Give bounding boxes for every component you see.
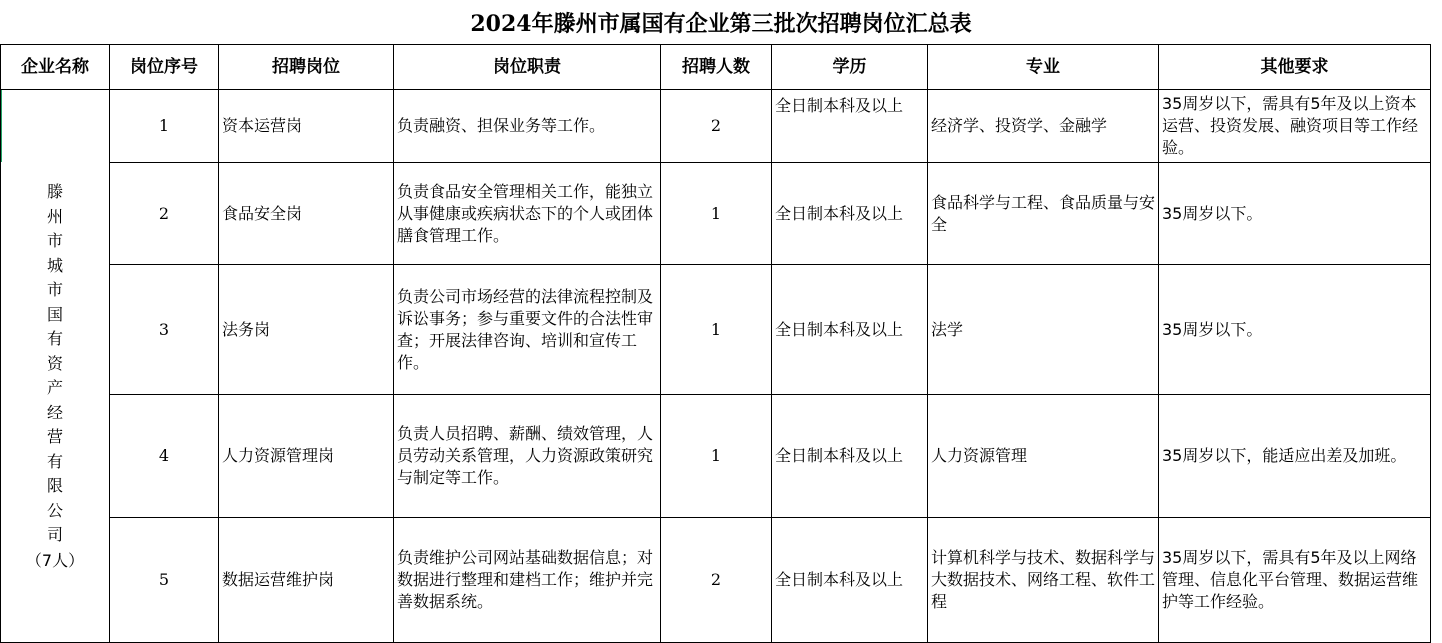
- major-cell[interactable]: 食品科学与工程、食品质量与安全: [928, 163, 1159, 265]
- other-cell[interactable]: 35周岁以下，能适应出差及加班。: [1159, 395, 1431, 518]
- other-cell[interactable]: 35周岁以下，需具有5年及以上网络管理、信息化平台管理、数据运营维护等工作经验。: [1159, 518, 1431, 643]
- header-company[interactable]: 企业名称: [1, 45, 110, 90]
- major-cell[interactable]: 经济学、投资学、金融学: [928, 90, 1159, 163]
- education-cell[interactable]: 全日制本科及以上: [772, 265, 928, 395]
- other-cell[interactable]: 35周岁以下，需具有5年及以上资本运营、投资发展、融资项目等工作经验。: [1159, 90, 1431, 163]
- position-cell[interactable]: 人力资源管理岗: [219, 395, 394, 518]
- seq-cell[interactable]: 5: [110, 518, 219, 643]
- duty-cell[interactable]: 负责公司市场经营的法律流程控制及诉讼事务；参与重要文件的合法性审查；开展法律咨询、培训和宣传工作。: [394, 265, 661, 395]
- header-other[interactable]: 其他要求: [1159, 45, 1431, 90]
- count-cell[interactable]: 1: [661, 265, 772, 395]
- header-row: [1, 45, 1431, 90]
- header-major[interactable]: 专业: [928, 45, 1159, 90]
- seq-cell[interactable]: 4: [110, 395, 219, 518]
- position-cell[interactable]: 数据运营维护岗: [219, 518, 394, 643]
- sheet-title: 2024年滕州市属国有企业第三批次招聘岗位汇总表: [470, 10, 972, 37]
- duty-cell[interactable]: 负责维护公司网站基础数据信息；对数据进行整理和建档工作；维护并完善数据系统。: [394, 518, 661, 643]
- position-cell[interactable]: 法务岗: [219, 265, 394, 395]
- seq-cell[interactable]: 3: [110, 265, 219, 395]
- education-cell[interactable]: 全日制本科及以上: [772, 518, 928, 643]
- header-seq[interactable]: 岗位序号: [110, 45, 219, 90]
- other-cell[interactable]: 35周岁以下。: [1159, 163, 1431, 265]
- company-name: 滕州市城市国有资产经营有限公司: [46, 182, 63, 545]
- position-cell[interactable]: 食品安全岗: [219, 163, 394, 265]
- duty-cell[interactable]: 负责人员招聘、薪酬、绩效管理，人员劳动关系管理，人力资源政策研究与制定等工作。: [394, 395, 661, 518]
- header-count[interactable]: 招聘人数: [661, 45, 772, 90]
- recruitment-table: [0, 44, 1431, 643]
- table-row: [1, 90, 1431, 163]
- duty-cell[interactable]: 负责融资、担保业务等工作。: [394, 90, 661, 163]
- header-education[interactable]: 学历: [772, 45, 928, 90]
- other-cell[interactable]: 35周岁以下。: [1159, 265, 1431, 395]
- header-duty[interactable]: 岗位职责: [394, 45, 661, 90]
- table-row: [1, 265, 1431, 395]
- count-cell[interactable]: 2: [661, 90, 772, 163]
- education-cell[interactable]: 全日制本科及以上: [772, 163, 928, 265]
- seq-cell[interactable]: 2: [110, 163, 219, 265]
- count-cell[interactable]: 1: [661, 395, 772, 518]
- company-cell[interactable]: [1, 90, 110, 643]
- count-cell[interactable]: 1: [661, 163, 772, 265]
- count-cell[interactable]: 2: [661, 518, 772, 643]
- major-cell[interactable]: 人力资源管理: [928, 395, 1159, 518]
- position-cell[interactable]: 资本运营岗: [219, 90, 394, 163]
- education-cell[interactable]: 全日制本科及以上: [772, 90, 928, 163]
- header-position[interactable]: 招聘岗位: [219, 45, 394, 90]
- major-cell[interactable]: 法学: [928, 265, 1159, 395]
- major-cell[interactable]: 计算机科学与技术、数据科学与大数据技术、网络工程、软件工程: [928, 518, 1159, 643]
- table-row: [1, 518, 1431, 643]
- company-total: （7人）: [25, 550, 85, 570]
- education-cell[interactable]: 全日制本科及以上: [772, 395, 928, 518]
- table-row: [1, 163, 1431, 265]
- seq-cell[interactable]: 1: [110, 90, 219, 163]
- duty-cell[interactable]: 负责食品安全管理相关工作，能独立从事健康或疾病状态下的个人或团体膳食管理工作。: [394, 163, 661, 265]
- table-row: [1, 395, 1431, 518]
